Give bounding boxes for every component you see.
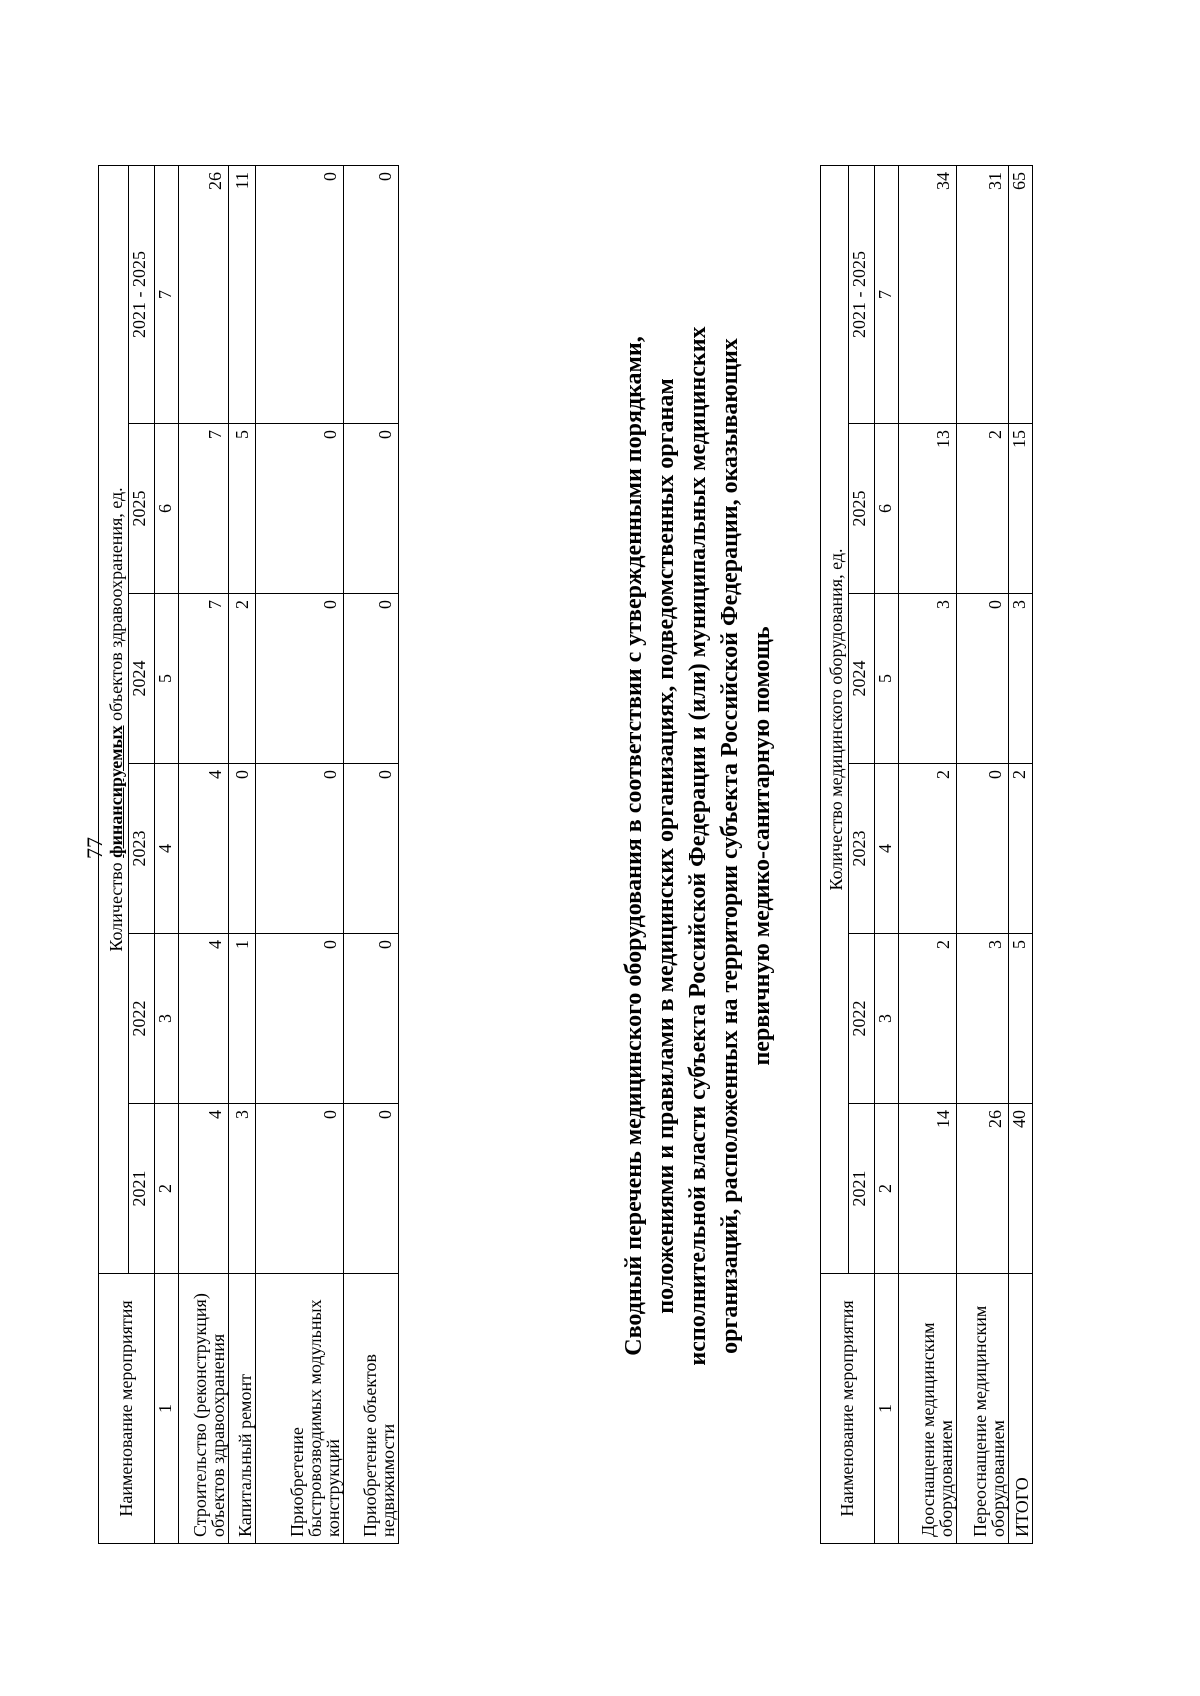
year-header: 2025 [129, 424, 155, 594]
medical-equipment-table [820, 165, 1033, 1544]
table-row [344, 165, 399, 1543]
cell-value: 31 [957, 165, 1009, 423]
table-row [1009, 165, 1033, 1543]
column-number: 6 [875, 424, 899, 594]
cell-value: 2 [957, 424, 1009, 594]
group-header-prefix: Количество [106, 857, 126, 952]
column-number: 6 [155, 424, 179, 594]
row-name: Приобретение быстровозводимых модульных конструкций [256, 1274, 344, 1544]
year-header: 2021 [849, 1104, 875, 1274]
cell-value: 7 [179, 424, 229, 594]
column-number: 3 [875, 934, 899, 1104]
cell-value: 4 [179, 764, 229, 934]
cell-value: 26 [957, 1104, 1009, 1274]
year-header: 2021 [129, 1104, 155, 1274]
cell-value: 1 [229, 934, 256, 1104]
column-number: 4 [875, 764, 899, 934]
section-heading: Сводный перечень медицинского оборудования в соответствии с утвержденными порядками, положениями и правилами в медицинских организациях, подведомственных органам исполнительной власти субъекта Российской Федерации и (или) муниципальных медицинских организаций, расположенных на территории субъекта Российской Федерации, оказывающих первичную медико-санитарную помощь [621, 326, 775, 1366]
group-header-suffix: объектов здравоохранения, ед. [106, 487, 126, 726]
cell-value: 3 [229, 1104, 256, 1274]
name-column-header: Наименование мероприятия [99, 1274, 155, 1544]
group-header-emphasis: финансируемых [106, 725, 126, 858]
cell-value: 4 [179, 934, 229, 1104]
year-header: 2021 - 2025 [129, 165, 155, 423]
cell-value: 14 [899, 1104, 957, 1274]
cell-value: 0 [344, 764, 399, 934]
cell-value: 15 [1009, 424, 1033, 594]
table-row [179, 165, 229, 1543]
cell-value: 0 [344, 165, 399, 423]
financed-facilities-table [98, 165, 399, 1544]
column-number: 5 [155, 594, 179, 764]
cell-value: 0 [957, 764, 1009, 934]
year-header: 2023 [849, 764, 875, 934]
cell-value: 13 [899, 424, 957, 594]
column-number: 5 [875, 594, 899, 764]
row-name: ИТОГО [1009, 1274, 1033, 1544]
cell-value: 0 [344, 934, 399, 1104]
column-number: 3 [155, 934, 179, 1104]
group-header [99, 165, 129, 1273]
cell-value: 3 [899, 594, 957, 764]
cell-value: 0 [957, 594, 1009, 764]
column-number: 2 [155, 1104, 179, 1274]
cell-value: 7 [179, 594, 229, 764]
cell-value: 3 [1009, 594, 1033, 764]
cell-value: 0 [256, 1104, 344, 1274]
cell-value: 2 [899, 764, 957, 934]
cell-value: 3 [957, 934, 1009, 1104]
cell-value: 0 [256, 594, 344, 764]
row-name: Переоснащение медицинским оборудованием [957, 1274, 1009, 1544]
year-header: 2024 [129, 594, 155, 764]
cell-value: 40 [1009, 1104, 1033, 1274]
cell-value: 0 [256, 424, 344, 594]
table-row [229, 165, 256, 1543]
cell-value: 5 [229, 424, 256, 594]
cell-value: 0 [344, 594, 399, 764]
row-name: Приобретение объектов недвижимости [344, 1274, 399, 1544]
table-row [957, 165, 1009, 1543]
table-row [256, 165, 344, 1543]
cell-value: 0 [256, 764, 344, 934]
cell-value: 0 [344, 1104, 399, 1274]
cell-value: 4 [179, 1104, 229, 1274]
column-number: 7 [155, 165, 179, 423]
cell-value: 0 [229, 764, 256, 934]
name-column-header: Наименование мероприятия [821, 1274, 875, 1544]
cell-value: 0 [256, 165, 344, 423]
column-number: 2 [875, 1104, 899, 1274]
cell-value: 26 [179, 165, 229, 423]
year-header: 2023 [129, 764, 155, 934]
cell-value: 34 [899, 165, 957, 423]
cell-value: 65 [1009, 165, 1033, 423]
column-number: 7 [875, 165, 899, 423]
cell-value: 0 [344, 424, 399, 594]
column-number: 1 [875, 1274, 899, 1544]
cell-value: 2 [899, 934, 957, 1104]
cell-value: 0 [256, 934, 344, 1104]
year-header: 2022 [849, 934, 875, 1104]
year-header: 2021 - 2025 [849, 165, 875, 423]
cell-value: 2 [1009, 764, 1033, 934]
page-number: 77 [82, 837, 107, 859]
row-name: Капитальный ремонт [229, 1274, 256, 1544]
column-number: 1 [155, 1274, 179, 1544]
year-header: 2024 [849, 594, 875, 764]
column-number: 4 [155, 764, 179, 934]
row-name: Дооснащение медицинским оборудованием [899, 1274, 957, 1544]
year-header: 2022 [129, 934, 155, 1104]
row-name: Строительство (реконструкция) объектов здравоохранения [179, 1274, 229, 1544]
cell-value: 2 [229, 594, 256, 764]
year-header: 2025 [849, 424, 875, 594]
cell-value: 11 [229, 165, 256, 423]
cell-value: 5 [1009, 934, 1033, 1104]
table-row [899, 165, 957, 1543]
group-header: Количество медицинского оборудования, ед. [821, 165, 849, 1273]
